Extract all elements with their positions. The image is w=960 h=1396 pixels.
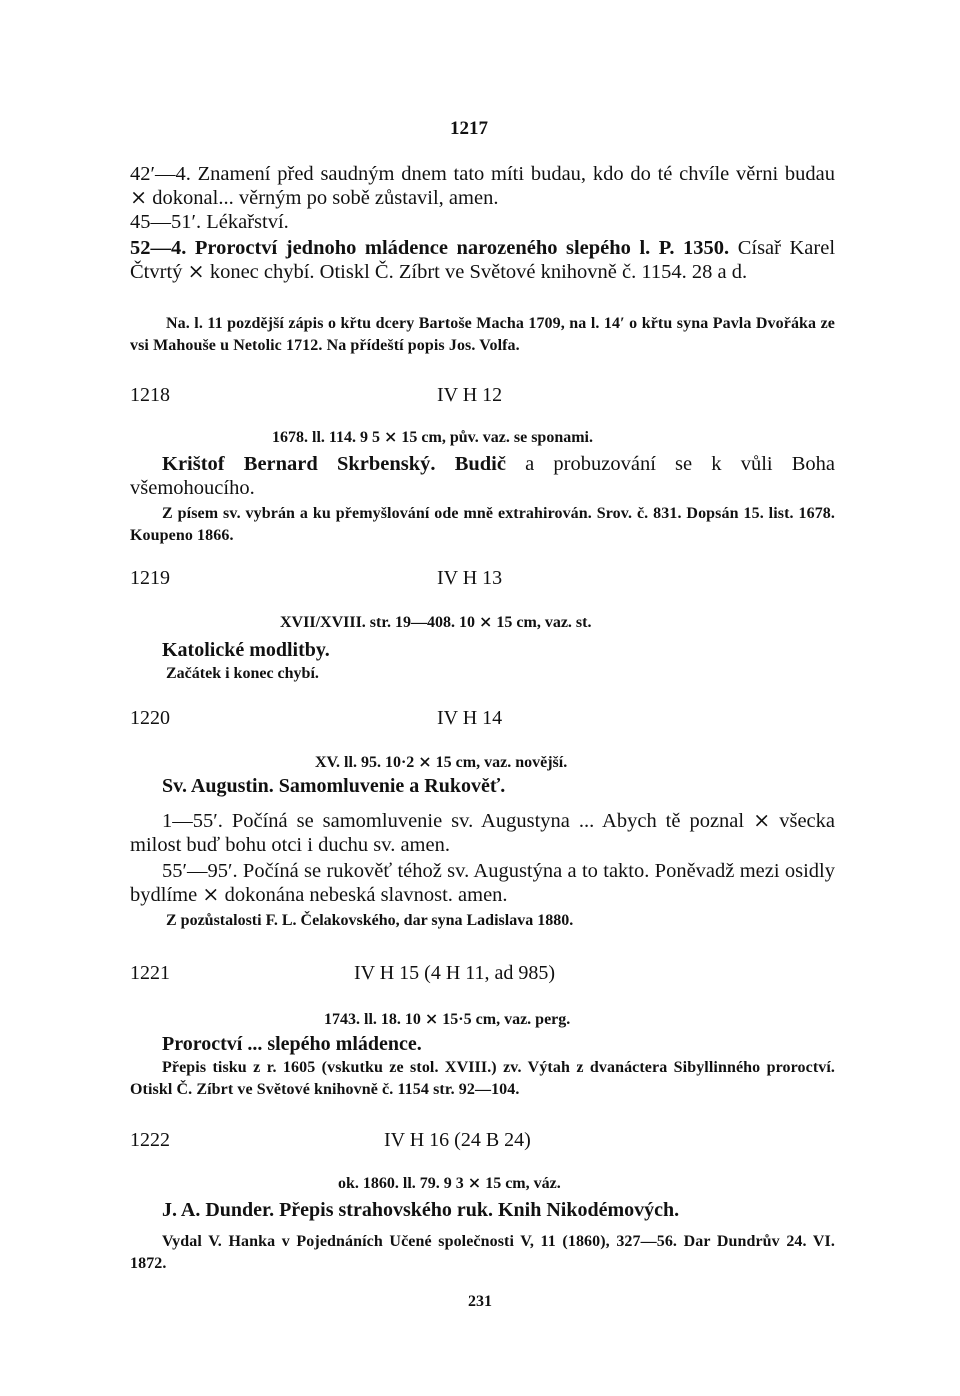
entry-1220-note: Z pozůstalosti F. L. Čelakovského, dar syna Ladislava 1880.: [166, 912, 574, 929]
entry-1219-note: Začátek i konec chybí.: [166, 665, 319, 682]
entry-1221-number: 1221: [130, 962, 170, 984]
entry-1219-title: Katolické modlitby.: [162, 639, 330, 661]
entry-1220-number: 1220: [130, 707, 170, 729]
entry-1218-signature: IV H 12: [437, 384, 503, 406]
entry-1221-signature: IV H 15 (4 H 11, ad 985): [354, 962, 556, 984]
entry-1217-paragraph-2: 45—51′. Lékařství.: [130, 211, 289, 233]
entry-1217-note: Na. l. 11 pozdější zápis o křtu dcery Bartoše Macha 1709, na l. 14′ o křtu syna Pavla Dvořáka ze vsi Mahouše u Netolic 1712. Na přídeští popis Jos. Volfa.: [130, 315, 835, 354]
entry-1218-note: Z písem sv. vybrán a ku přemyšlování ode mně extrahirován. Srov. č. 831. Dopsán 15. list. 1678. Koupeno 1866.: [130, 505, 835, 544]
entry-1222-signature: IV H 16 (24 B 24): [384, 1129, 531, 1151]
entry-1220-meta: XV. ll. 95. 10·2 ⨯ 15 cm, vaz. novější.: [315, 754, 568, 771]
entry-1222-note: Vydal V. Hanka v Pojednáních Učené společnosti V, 11 (1860), 327—56. Dar Dundrův 24. VI. 1872.: [130, 1233, 835, 1272]
entry-1221-note: Přepis tisku z r. 1605 (vskutku ze stol. XVIII.) zv. Výtah z dvanáctera Sibyllinného proroctví. Otiskl Č. Zíbrt ve Světové knihovně č. 1154 str. 92—104.: [130, 1059, 835, 1098]
entry-1220-paragraph-2: 55′—95′. Počíná se rukověť téhož sv. Augustýna a to takto. Poněvadž mezi osidly bydlíme ⨯ dokonána nebeská slavnost. amen.: [130, 860, 835, 906]
entry-1220-signature: IV H 14: [437, 707, 503, 729]
entry-1221-meta: 1743. ll. 18. 10 ⨯ 15·5 cm, vaz. perg.: [324, 1011, 571, 1028]
document-page: [130, 0, 835, 1396]
page-number-top: 1217: [450, 118, 488, 139]
entry-1219-number: 1219: [130, 567, 170, 589]
entry-1220-title: Sv. Augustin. Samomluvenie a Rukověť.: [162, 775, 506, 797]
entry-1222-meta: ok. 1860. ll. 79. 9 3 ⨯ 15 cm, váz.: [338, 1175, 561, 1192]
entry-1217-paragraph-3: [130, 237, 835, 284]
entry-1217-prophecy-heading: 52—4. Proroctví jednoho mládence narozeného slepého l. P. 1350.: [130, 237, 730, 259]
entry-1218-title-rest: a probuzování se k vůli Boha všemohoucího.: [130, 453, 836, 499]
entry-1222-title: J. A. Dunder. Přepis strahovského ruk. Knih Nikodémových.: [162, 1199, 680, 1221]
page-number-bottom: 231: [468, 1293, 492, 1310]
entry-1218-number: 1218: [130, 384, 170, 406]
entry-1220-paragraph-1: 1—55′. Počíná se samomluvenie sv. Augustyna ... Abych tě poznal ⨯ všecka milost buď bohu otci i duchu sv. amen.: [130, 810, 835, 856]
entry-1218-heading: [130, 453, 835, 500]
entry-1218-author: Krištof Bernard Skrbenský.: [162, 453, 436, 475]
entry-1219-meta: XVII/XVIII. str. 19—408. 10 ⨯ 15 cm, vaz. st.: [280, 614, 592, 631]
entry-1219-signature: IV H 13: [437, 567, 503, 589]
entry-1218-title: Budič: [454, 453, 506, 475]
entry-1217-prophecy-text: Císař Karel Čtvrtý ⨯ konec chybí. Otiskl Č. Zíbrt ve Světové knihovně č. 1154. 28 a d.: [130, 237, 836, 283]
entry-1222-number: 1222: [130, 1129, 170, 1151]
entry-1221-title: Proroctví ... slepého mládence.: [162, 1033, 422, 1055]
entry-1217-paragraph-1: 42′—4. Znamení před saudným dnem tato míti budau, kdo do té chvíle věrni budau ⨯ dokonal... věrným po sobě zůstavil, amen.: [130, 163, 835, 209]
entry-1218-meta: 1678. ll. 114. 9 5 ⨯ 15 cm, pův. vaz. se sponami.: [272, 429, 593, 446]
